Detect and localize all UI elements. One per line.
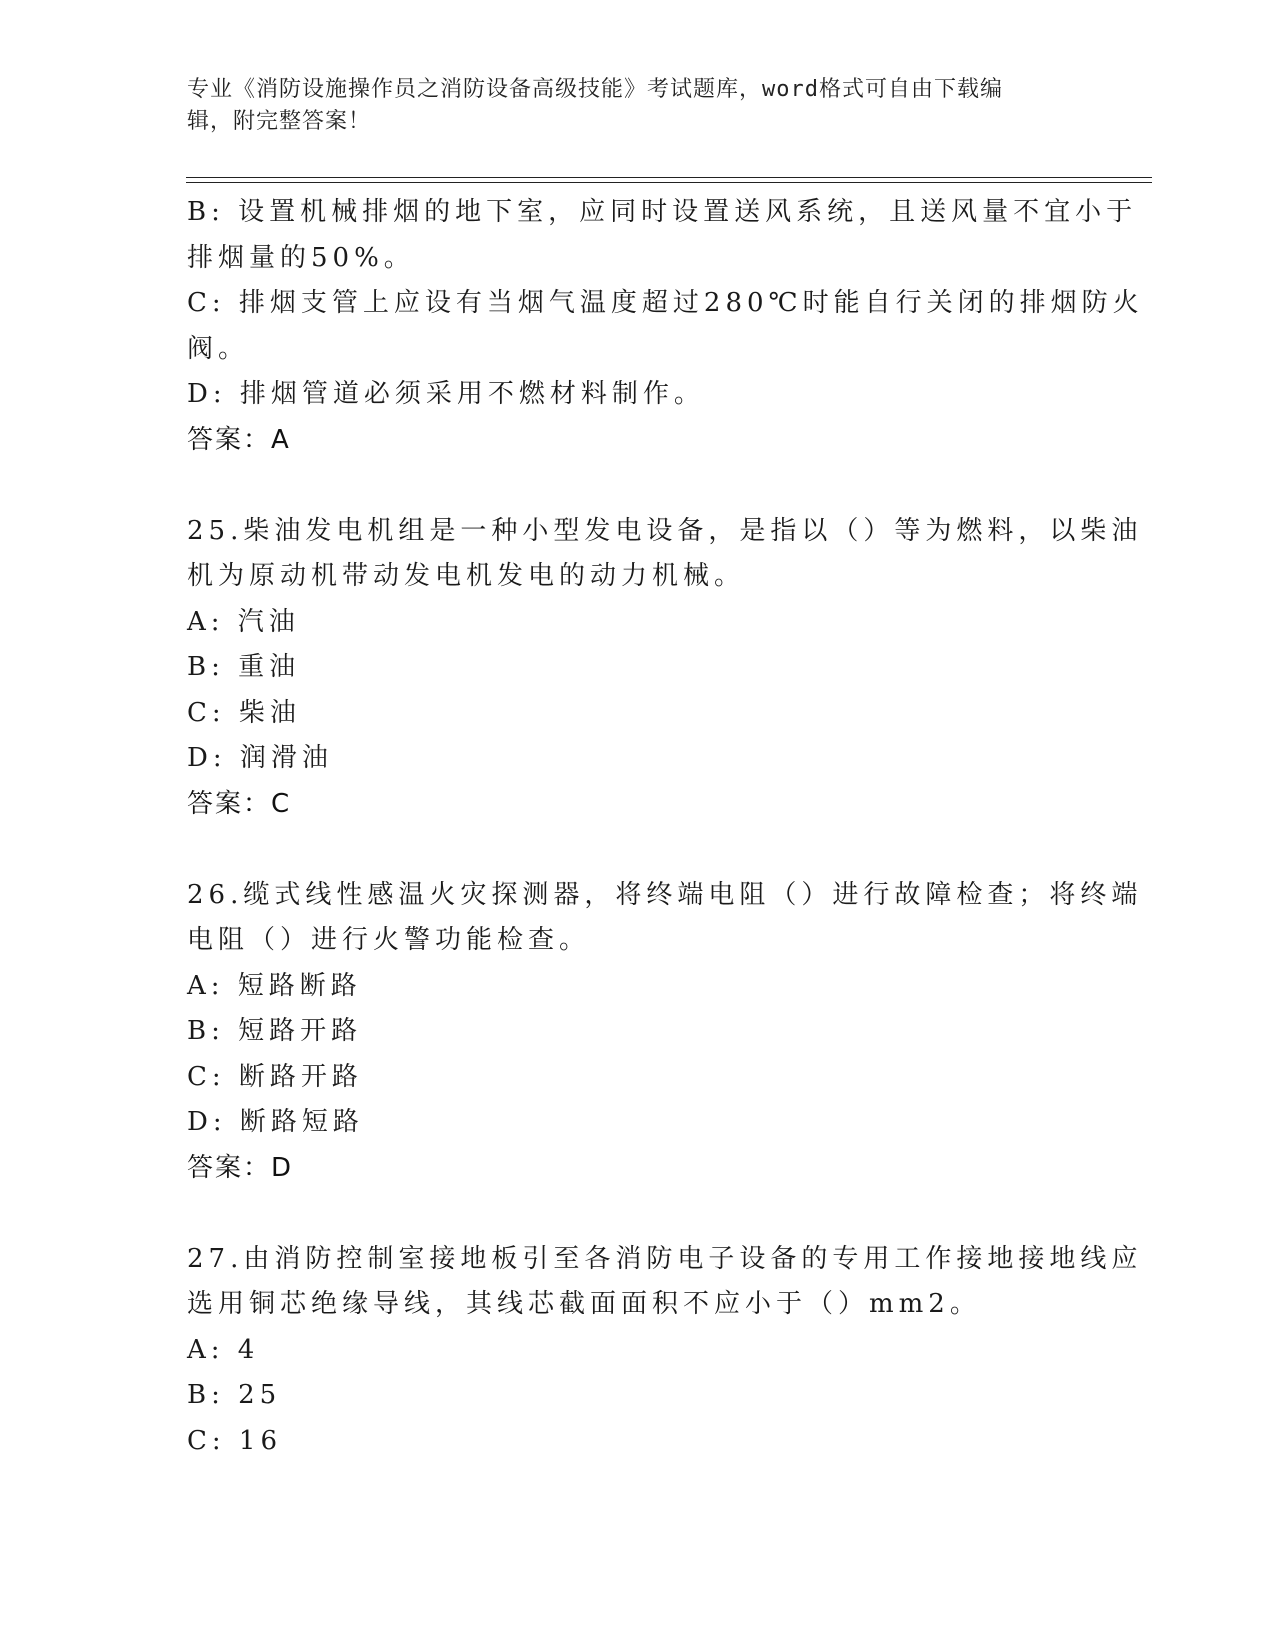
header-divider-bottom [186, 182, 1152, 183]
header-line-2: 辑，附完整答案！ [187, 109, 372, 134]
spacer [187, 1191, 1087, 1237]
option-b-line-2: 排烟量的50%。 [187, 242, 415, 273]
header-divider-top [186, 177, 1152, 178]
option-b: B: 短路开路 [187, 1016, 363, 1046]
option-b: B: 25 [187, 1380, 282, 1410]
option-c: C: 16 [187, 1425, 283, 1456]
question-25 [187, 509, 1143, 828]
option-c-line-1: C: 排烟支管上应设有当烟气温度超过280℃时能自行关闭的排烟防火 [187, 288, 1144, 318]
answer-line: 答案：D [187, 1152, 294, 1183]
option-d: D: 润滑油 [187, 743, 333, 773]
header-line-1: 专业《消防设施操作员之消防设备高级技能》考试题库，word格式可自由下载编 [187, 77, 1003, 102]
answer-line: 答案：C [187, 788, 292, 819]
question-stem-line-2: 电阻（）进行火警功能检查。 [187, 925, 591, 955]
option-c: C: 柴油 [187, 697, 301, 728]
question-stem-line-1: 27.由消防控制室接地板引至各消防电子设备的专用工作接地接地线应 [187, 1243, 1143, 1274]
spacer [187, 463, 1087, 509]
question-stem-line-2: 选用铜芯绝缘导线，其线芯截面面积不应小于（）mm2。 [187, 1289, 981, 1319]
question-list [187, 190, 1144, 1464]
spacer [187, 827, 1087, 873]
option-a: A: 4 [187, 1334, 260, 1365]
question-24-continued [187, 190, 1144, 463]
option-d: D: 排烟管道必须采用不燃材料制作。 [187, 379, 705, 409]
question-stem-line-2: 机为原动机带动发电机发电的动力机械。 [187, 561, 746, 591]
option-c-line-2: 阀。 [187, 333, 250, 364]
option-a: A: 短路断路 [187, 970, 362, 1001]
question-stem-line-1: 26.缆式线性感温火灾探测器，将终端电阻（）进行故障检查；将终端 [187, 879, 1143, 910]
option-d: D: 断路短路 [187, 1107, 364, 1137]
document-header [187, 74, 1067, 138]
option-a: A: 汽油 [187, 606, 300, 637]
answer-line: 答案：A [187, 424, 291, 455]
option-c: C: 断路开路 [187, 1061, 363, 1092]
question-27 [187, 1237, 1143, 1465]
option-b: B: 重油 [187, 652, 301, 682]
question-stem-line-1: 25.柴油发电机组是一种小型发电设备，是指以（）等为燃料，以柴油 [187, 515, 1143, 546]
option-b-line-1: B: 设置机械排烟的地下室，应同时设置送风系统，且送风量不宜小于 [187, 197, 1138, 227]
question-26 [187, 873, 1143, 1192]
